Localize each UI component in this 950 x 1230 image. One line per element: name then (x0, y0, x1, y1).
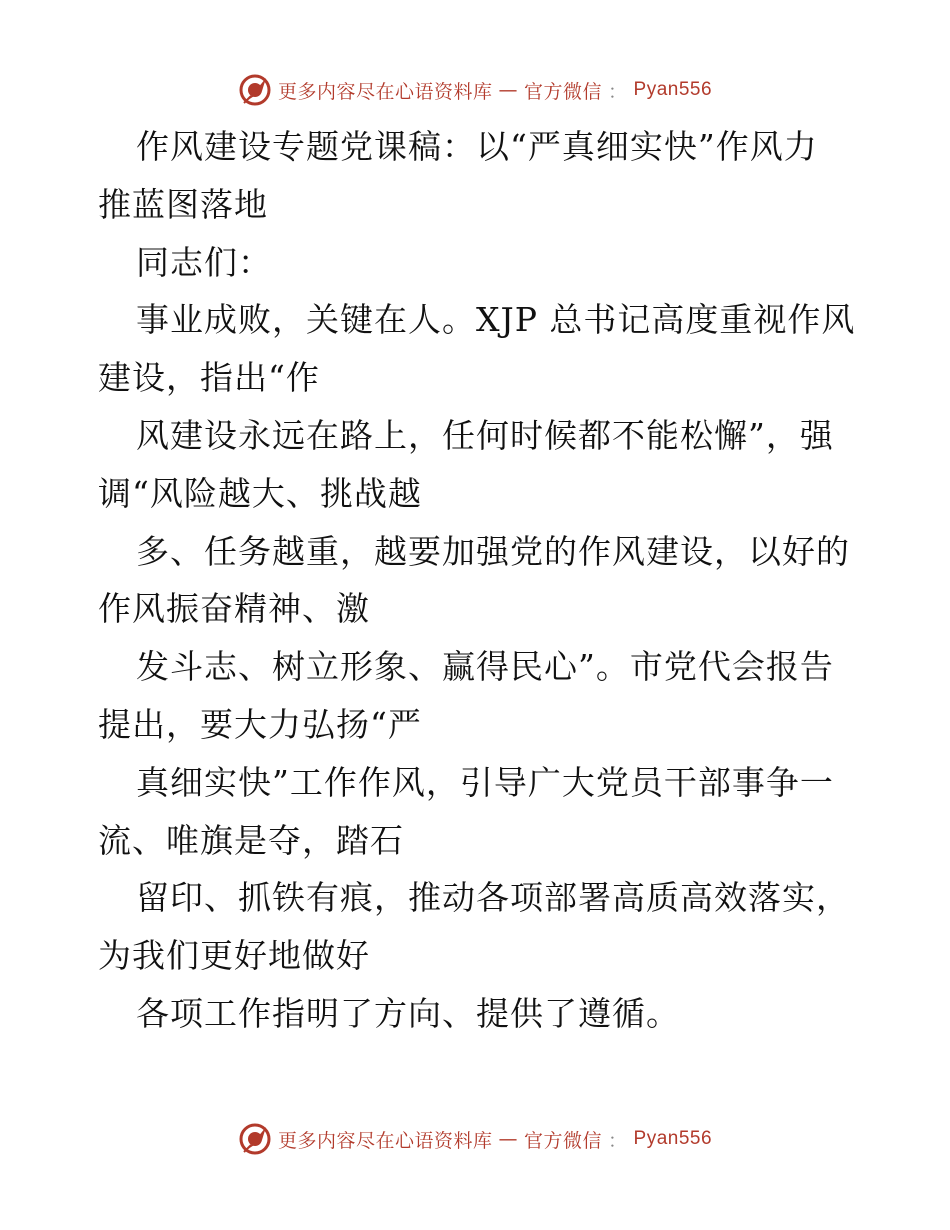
footer-watermark (0, 1119, 950, 1159)
watermark-separator: ： (608, 1129, 628, 1152)
watermark-wechat-id: Pyan556 (633, 1128, 713, 1149)
document-body (98, 118, 858, 1043)
paragraph-line: 提出，要大力弘扬“严 (98, 704, 422, 744)
paragraph-line: 多、任务越重，越要加强党的作风建设，以好的 (136, 531, 850, 571)
paragraph-line: 建设，指出“作 (98, 358, 320, 398)
paragraph-line: 留印、抓铁有痕，推动各项部署高质高效落实， (136, 878, 850, 918)
watermark-separator: ： (608, 80, 628, 103)
watermark-dash: — (498, 79, 518, 101)
paragraph-line: 各项工作指明了方向、提供了遵循。 (136, 993, 680, 1033)
watermark-text: 更多内容尽在心语资料库 (277, 1129, 493, 1152)
paragraph-line: 为我们更好地做好 (98, 936, 370, 976)
watermark-dash: — (498, 1128, 518, 1150)
watermark-label: 官方微信 (523, 80, 602, 103)
paragraph-line: 风建设永远在路上，任何时候都不能松懈”，强 (136, 415, 834, 455)
document-title-line-2: 推蓝图落地 (98, 184, 268, 224)
red-quill-circle-icon (238, 73, 272, 107)
document-title-line-1: 作风建设专题党课稿：以“严真细实快”作风力 (136, 127, 818, 166)
paragraph-line: 发斗志、树立形象、赢得民心”。市党代会报告 (136, 647, 834, 687)
watermark-label: 官方微信 (523, 1129, 602, 1152)
red-quill-circle-icon (238, 1122, 272, 1156)
watermark-text: 更多内容尽在心语资料库 (277, 80, 493, 103)
paragraph-line: 作风振奋精神、激 (98, 589, 370, 629)
watermark-wechat-id: Pyan556 (633, 79, 713, 100)
paragraph-line: 真细实快”工作作风，引导广大党员干部事争一 (136, 762, 834, 802)
paragraph-line: 事业成败，关键在人。XJP 总书记高度重视作风 (136, 300, 856, 340)
salutation: 同志们： (136, 242, 272, 282)
paragraph-line: 流、唯旗是夺，踏石 (98, 820, 404, 860)
header-watermark (0, 70, 950, 110)
paragraph-line: 调“风险越大、挑战越 (98, 473, 422, 513)
